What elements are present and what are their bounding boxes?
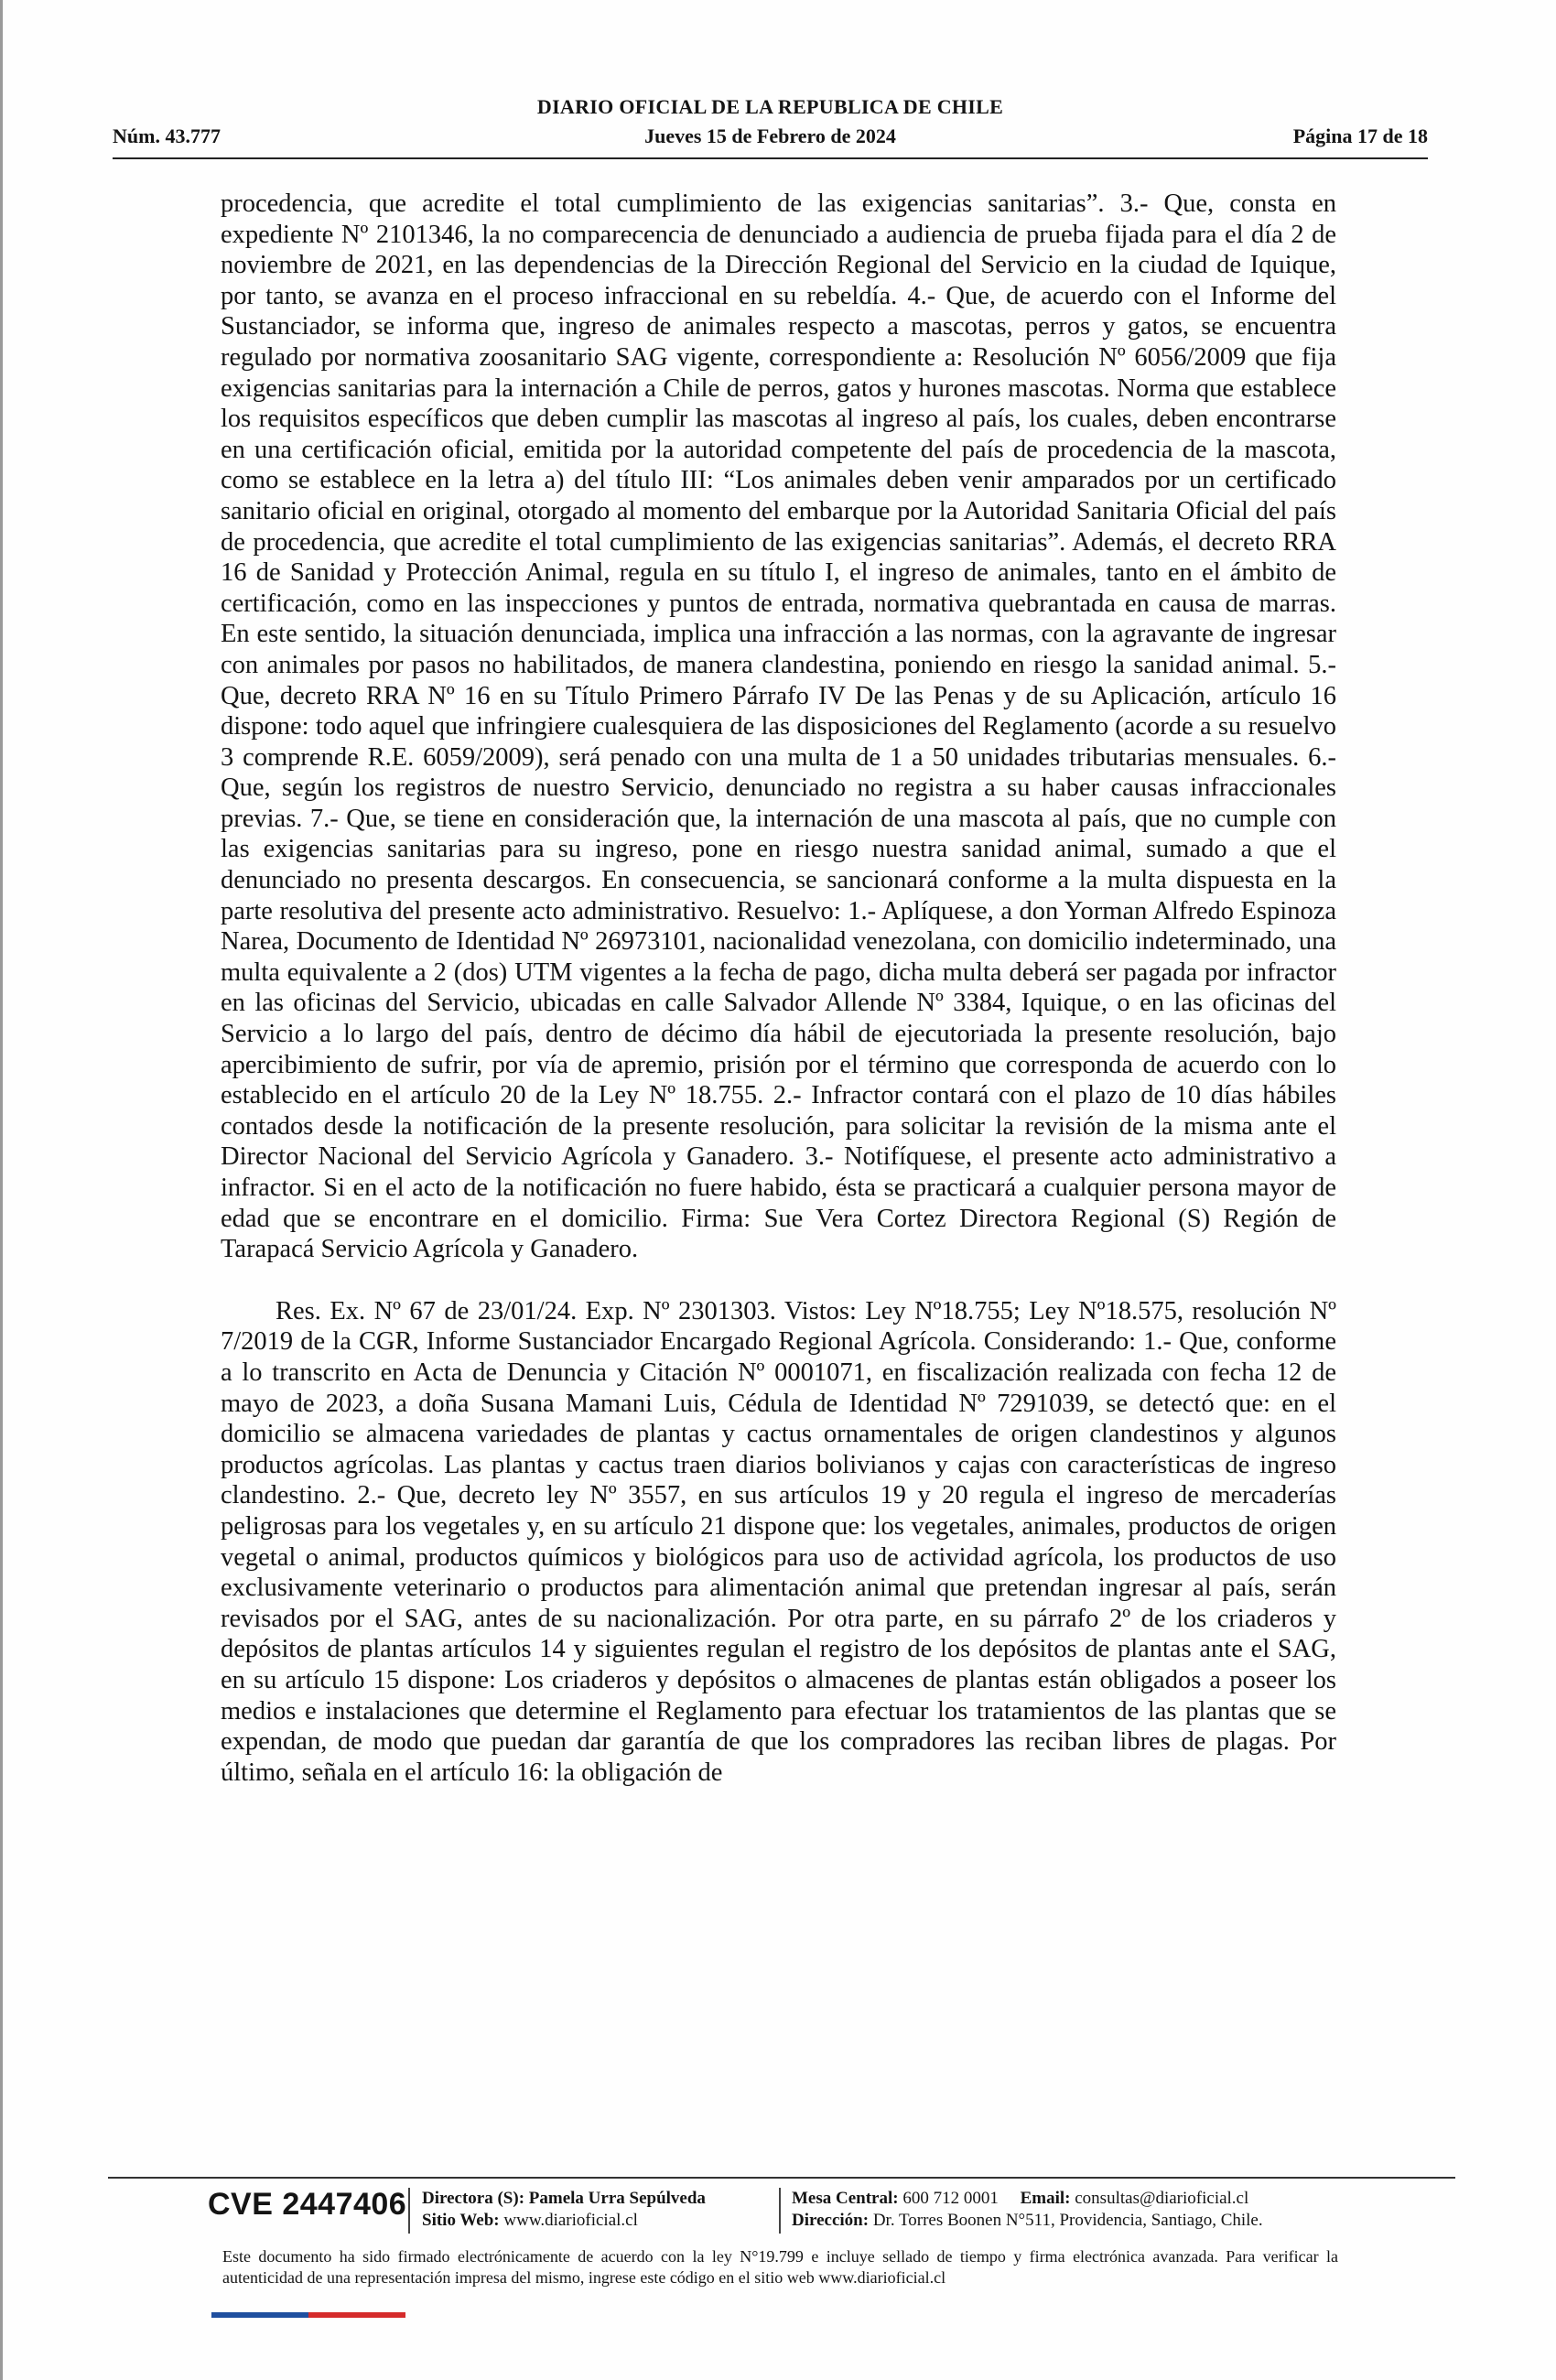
page-header [113, 92, 1428, 156]
issue-number: Núm. 43.777 [113, 124, 221, 147]
page-number: Página 17 de 18 [1292, 124, 1428, 147]
email-label: Email: [1020, 2189, 1071, 2208]
footer-separator [408, 2188, 410, 2234]
body-paragraph: Res. Ex. Nº 67 de 23/01/24. Exp. Nº 2301303. Vistos: Ley Nº18.755; Ley Nº18.575, resolución Nº 7/2019 de la CGR, Informe Sustanciador Encargado Regional Agrícola. Considerando: 1.- Que, conforme a lo transcrito en Acta de Denuncia y Citación Nº 0001071, en fiscalización realizada con fecha 12 de mayo de 2023, a doña Susana Mamani Luis, Cédula de Identidad Nº 7291039, se detectó que: en el domicilio se almacena variedades de plantas y cactus ornamentales de origen clandestinos y algunos productos agrícolas. Las plantas y cactus traen diarios bolivianos y cajas con características de ingreso clandestino. 2.- Que, decreto ley Nº 3557, en sus artículos 19 y 20 regula el ingreso de mercaderías peligrosas para los vegetales y, en su artículo 21 dispone que: los vegetales, animales, productos de origen vegetal o animal, productos químicos y biológicos para uso de actividad agrícola, los productos de uso exclusivamente veterinario o productos para alimentación animal que pretendan ingresar al país, serán revisados por el SAG, antes de su nacionalización. Por otra parte, en su párrafo 2º de los criaderos y depósitos de plantas artículos 14 y siguientes regulan el registro de los depósitos de plantas ante el SAG, en su artículo 15 dispone: Los criaderos y depósitos o almacenes de plantas están obligados a poseer los medios e instalaciones que determine el Reglamento para efectuar los tratamientos de las plantas que se expendan, de modo que puedan dar garantía de que los compradores las reciban libres de plagas. Por último, señala en el artículo 16: la obligación de [221, 1296, 1336, 1787]
footer-contact-left [422, 2188, 706, 2232]
email-link[interactable]: consultas@diarioficial.cl [1075, 2189, 1249, 2208]
body-paragraph: procedencia, que acredite el total cumplimiento de las exigencias sanitarias”. 3.- Que, consta en expediente Nº 2101346, la no comparecencia de denunciado a audiencia de prueba fijada para el día 2 de noviembre de 2021, en las dependencias de la Dirección Regional del Servicio en la ciudad de Iquique, por tanto, se avanza en el proceso infraccional en su rebeldía. 4.- Que, de acuerdo con el Informe del Sustanciador, se informa que, ingreso de animales respecto a mascotas, perros y gatos, se encuentra regulado por normativa zoosanitario SAG vigente, correspondiente a: Resolución Nº 6056/2009 que fija exigencias sanitarias para la internación a Chile de perros, gatos y hurones mascotas. Norma que establece los requisitos específicos que deben cumplir las mascotas al ingreso al país, los cuales, deben encontrarse en una certificación oficial, emitida por la autoridad competente del país de procedencia de la mascota, como se establece en la letra a) del título III: “Los animales deben venir amparados por un certificado sanitario oficial en original, otorgado al momento del embarque por la Autoridad Sanitaria Oficial del país de procedencia, que acredite el total cumplimiento de las exigencias sanitarias”. Además, el decreto RRA 16 de Sanidad y Protección Animal, regula en su título I, el ingreso de animales, tanto en el ámbito de certificación, como en las inspecciones y puntos de entrada, normativa quebrantada en causa de marras. En este sentido, la situación denunciada, implica una infracción a las normas, con la agravante de ingresar con animales por pasos no habilitados, de manera clandestina, poniendo en riesgo la sanidad animal. 5.- Que, decreto RRA Nº 16 en su Título Primero Párrafo IV De las Penas y de su Aplicación, artículo 16 dispone: todo aquel que infringiere cualesquiera de las disposiciones del Reglamento (acorde a su resuelvo 3 comprende R.E. 6059/2009), será penado con una multa de 1 a 50 unidades tributarias mensuales. 6.- Que, según los registros de nuestro Servicio, denunciado no registra a su haber causas infraccionales previas. 7.- Que, se tiene en consideración que, la internación de una mascota al país, que no cumple con las exigencias sanitarias para su ingreso, pone en riesgo nuestra sanidad animal, sumado a que el denunciado no presenta descargos. En consecuencia, se sancionará conforme a la multa dispuesta en la parte resolutiva del presente acto administrativo. Resuelvo: 1.- Aplíquese, a don Yorman Alfredo Espinoza Narea, Documento de Identidad Nº 26973101, nacionalidad venezolana, con domicilio indeterminado, una multa equivalente a 2 (dos) UTM vigentes a la fecha de pago, dicha multa deberá ser pagada por infractor en las oficinas del Servicio, ubicadas en calle Salvador Allende Nº 3384, Iquique, o en las oficinas del Servicio a lo largo del país, dentro de décimo día hábil de ejecutoriada la presente resolución, bajo apercibimiento de sufrir, por vía de apremio, prisión por el término que corresponda de acuerdo con lo establecido en el artículo 20 de la Ley Nº 18.755. 2.- Infractor contará con el plazo de 10 días hábiles contados desde la notificación de la presente resolución, para solicitar la revisión de la misma ante el Director Nacional del Servicio Agrícola y Ganadero. 3.- Notifíquese, el presente acto administrativo a infractor. Si en el acto de la notificación no fuere habido, ésta se practicará a cualquier persona mayor de edad que se encontrare en el domicilio. Firma: Sue Vera Cortez Directora Regional (S) Región de Tarapacá Servicio Agrícola y Ganadero. [221, 189, 1336, 1264]
directora-name: Pamela Urra Sepúlveda [528, 2189, 706, 2208]
cve-code: CVE 2447406 [208, 2187, 407, 2222]
website-label: Sitio Web: [422, 2211, 500, 2230]
directora-label: Directora (S): [422, 2189, 525, 2208]
issue-date: Jueves 15 de Febrero de 2024 [644, 124, 896, 147]
flag-stripe-red [308, 2312, 405, 2318]
footer-separator [779, 2188, 781, 2234]
address-label: Dirección: [792, 2211, 870, 2230]
signature-notice: Este documento ha sido firmado electrónicamente de acuerdo con la ley N°19.799 e incluye sellado de tiempo y firma electrónica avanzada. Para verificar la autenticidad de una representación impresa del mismo, ingrese este código en el sitio web www.diarioficial.cl [222, 2247, 1338, 2287]
phone-label: Mesa Central: [792, 2189, 899, 2208]
flag-stripe-blue [211, 2312, 308, 2318]
document-body [221, 189, 1336, 1788]
footer-divider [108, 2177, 1455, 2179]
newspaper-title: DIARIO OFICIAL DE LA REPUBLICA DE CHILE [536, 95, 1004, 118]
footer-contact-right [792, 2188, 1263, 2232]
address-text: Dr. Torres Boonen N°511, Providencia, Santiago, Chile. [872, 2211, 1263, 2230]
website-link[interactable]: www.diarioficial.cl [503, 2211, 638, 2230]
phone-number: 600 712 0001 [902, 2189, 999, 2208]
header-divider [113, 157, 1428, 159]
